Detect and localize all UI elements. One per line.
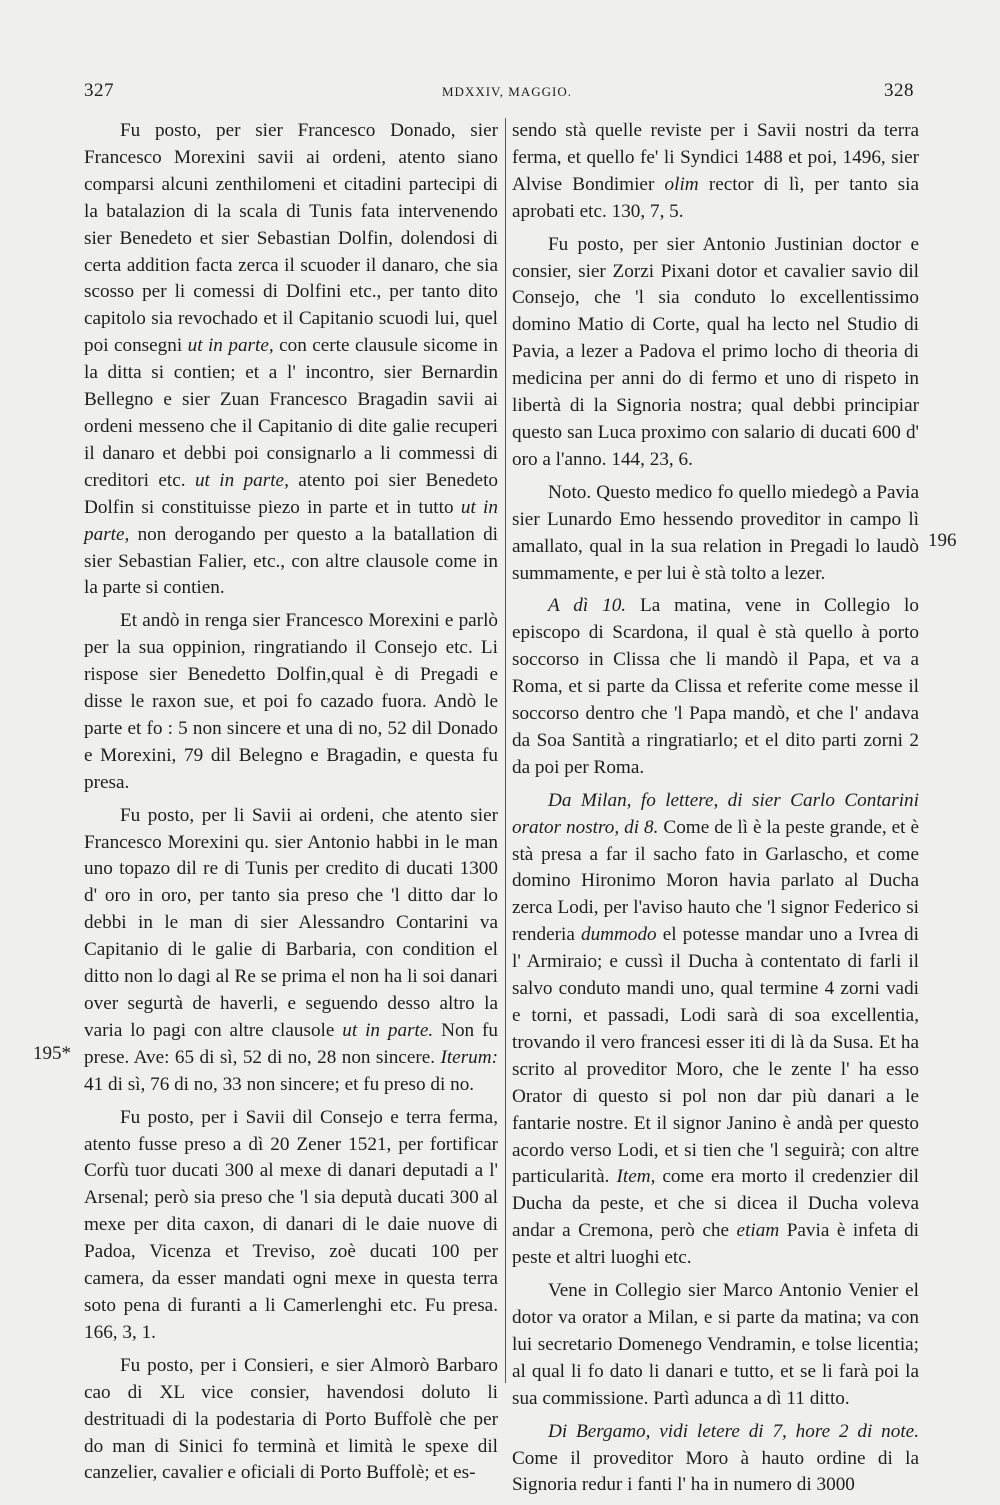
right-column <box>512 118 919 1505</box>
text-run: 41 di sì, 76 di no, 33 non sincere; et fu preso di no. <box>84 1073 475 1095</box>
column-divider <box>505 118 506 1383</box>
paragraph <box>84 803 498 1099</box>
paragraph: Vene in Collegio sier Marco Antonio Venier el dotor va orator a Milan, e si parte da matina; va con lui secretario Domenego Vendramin, e tolse licentia; al qual li fo dato li danari e tutto, et se li farà poi la sua commissione. Partì adunca a dì 11 ditto. <box>512 1280 919 1409</box>
margin-note-right: 196 <box>928 530 957 551</box>
text-run: el potesse mandar uno a Ivrea di l' Armiraio; e cussì il Ducha à contentato di farli il salvo conduto mandi uno, qual termine 4 zorni vadi e torni, et passadi, Lodi sarà di soa excellentia, trovando il vero francesi esser iti di là da Susa. Et ha scrito al proveditor Moro, che le zente l' ha esso Orator di questo si pol non dar più danari a le fantarie nostre. Et il signor Janino è andà per questo acordo verso Lodi, et si tien che 'l seguirà; con altre particularità. <box>512 924 919 1188</box>
italic-run: ut in parte. <box>342 1019 434 1041</box>
paragraph <box>512 788 919 1272</box>
margin-note-left: 195* <box>33 1043 71 1064</box>
text-run: Pavia è infeta di peste et altri luoghi etc. <box>512 1220 919 1269</box>
text-run: sendo stà quelle reviste per i Savii nostri da terra ferma, et quello fe' li Syndici 1488 et poi, 1496, sier Alvise Bondimier <box>512 120 919 195</box>
text-run: atento poi sier Benedeto Dolfin si constituisse piezo in parte et in tutto <box>84 469 498 518</box>
paragraph: Noto. Questo medico fo quello miedegò a Pavia sier Lunardo Emo hessendo proveditor in campo lì amallato, qual in la sua relation in Pregadi lo laudò summamente, e per lui è stà tolto a lezer. <box>512 481 919 584</box>
text-run: come era morto il credenzier dil Ducha da peste, et che si dicea il Ducha voleva andar a Cremona, però che <box>512 1166 920 1242</box>
italic-run: olim <box>664 173 699 195</box>
page-number-right: 328 <box>884 80 914 101</box>
italic-run: Item, <box>616 1166 656 1188</box>
paragraph <box>512 593 919 781</box>
italic-run: dummodo <box>580 924 657 946</box>
italic-run: ut in parte, <box>194 469 289 491</box>
italic-run: Iterum: <box>440 1046 498 1068</box>
italic-run: A dì 10. <box>548 595 627 617</box>
paragraph: Fu posto, per i Savii dil Consejo e terra ferma, atento fusse preso a dì 20 Zener 1521, per fortificar Corfù tuor ducati 300 al mexe di danari deputadi a l' Arsenal; però sia preso che 'l sia deputà ducati 300 al mexe per dita caxon, di danari di le daie nuove di Padoa, Vicenza et Treviso, zoè ducati 100 per camera, da esser mandati ogni mexe in questa terra soto pena di furanti a li Camerlenghi etc. Fu presa. 166, 3, 1. <box>84 1106 498 1343</box>
page-number-left: 327 <box>84 80 114 101</box>
paragraph: Fu posto, per i Consieri, e sier Almorò Barbaro cao di XL vice consier, havendosi doluto li destrituadi di la podestaria di Porto Buffolè che per do man di Sinici fo terminà et limità le spexe dil canzelier, cavalier e oficiali di Porto Buffolè; et es- <box>84 1354 498 1484</box>
italic-run: Di Bergamo, vidi letere di 7, hore 2 di note. <box>548 1420 919 1442</box>
text-run: Fu posto, per li Savii ai ordeni, che atento sier Francesco Morexini qu. sier Antonio habbi in le man uno topazo dil re di Tunis per credito di ducati 1300 d' oro in oro, per tanto sia preso che 'l ditto dar lo debbi in le man di sier Alessandro Contarini va Capitanio di le galie di Barbaria, con condition el ditto non lo dagi al Re se prima el non ha li soi danari over segurtà de haverli, e seguendo desso altro la varia lo pagi con altre clausole <box>84 804 498 1041</box>
italic-run: etiam <box>736 1220 780 1242</box>
running-title: MDXXIV, MAGGIO. <box>442 84 572 99</box>
paragraph: Fu posto, per sier Antonio Justinian doctor e consier, sier Zorzi Pixani dotor et cavalier savio dil Consejo, che 'l sia conduto lo excellentissimo domino Matio di Corte, qual ha lecto nel Studio di Pavia, a lezer a Padova el primo locho di theoria di medicina per anni do di fermo et uno di rispeto in libertà di la Signoria nostra; qual debbi principiar questo san Luca proximo con salario di ducati 600 d' oro a l'anno. 144, 23, 6. <box>512 233 919 470</box>
italic-run: Da Milan, fo lettere, di sier Carlo Contarini orator nostro, di 8. <box>512 789 919 838</box>
italic-run: ut in parte, <box>187 335 274 357</box>
italic-run: ut in parte, <box>84 496 498 545</box>
text-run: Non fu prese. Ave: 65 di sì, 52 di no, 28 non sincere. <box>84 1019 498 1068</box>
text-run: rector di lì, per tanto sia aprobati etc. 130, 7, 5. <box>512 173 919 222</box>
paragraph <box>512 118 919 226</box>
left-column <box>84 118 498 1493</box>
text-run: La matina, vene in Collegio lo episcopo di Scardona, il qual è stà quello à porto soccorso in Clissa che li mandò il Papa, et va a Roma, et si parte da Clissa et referite come messe il soccorso dentro che 'l Papa mandò, et che l' andava da Soa Santità a ringratiarlo; et el dito parti zorni 2 da poi per Roma. <box>512 595 919 778</box>
paragraph <box>84 118 498 602</box>
text-run: Come de lì è la peste grande, et è stà presa a far il sacho fato in Garlascho, et come domino Hironimo Moron havia parlato al Ducha zerca Lodi, per l'aviso hauto che 'l signor Federico si renderia <box>512 816 919 946</box>
text-run: Come il proveditor Moro à hauto ordine di la Signoria redur i fanti l' ha in numero di 3000 <box>512 1447 919 1496</box>
text-run: con certe clausule sicome in la ditta si contien; et a l' incontro, sier Bernardin Bellegno e sier Zuan Francesco Bragadin savii ai ordeni messeno che il Capitanio di dite galie recuperi il danaro et debbi poi consignarlo a li commessi di creditori etc. <box>84 335 498 491</box>
text-run: non derogando per questo a la batallation di sier Sebastian Falier, etc., con altre clausole come in la parte si contien. <box>84 523 498 599</box>
text-run: Fu posto, per sier Francesco Donado, sier Francesco Morexini savii ai ordeni, atento siano comparsi alcuni zenthilomeni et citadini partecipi di la batalazion di la scala di Tunis fata intervenendo sier Benedeto et sier Sebastian Dolfin, dolendosi di certa addition facta zerca il scuoder il danaro, che sia scosso per li comessi di Dolfini etc., per tanto dito capitolo sia revochado et il Capitanio scuodi lui, quel poi consegni <box>84 120 498 357</box>
paragraph <box>512 1419 919 1500</box>
paragraph: Et andò in renga sier Francesco Morexini e parlò per la sua oppinion, ringratiando il Consejo etc. Li rispose sier Benedetto Dolfin,qual è di Pregadi e disse le raxon sue, et poi fo cazado fuora. Andò le parte et fo : 5 non sincere et una di no, 52 dil Donado e Morexini, 79 dil Belegno e Bragadin, e questa fu presa. <box>84 610 498 793</box>
